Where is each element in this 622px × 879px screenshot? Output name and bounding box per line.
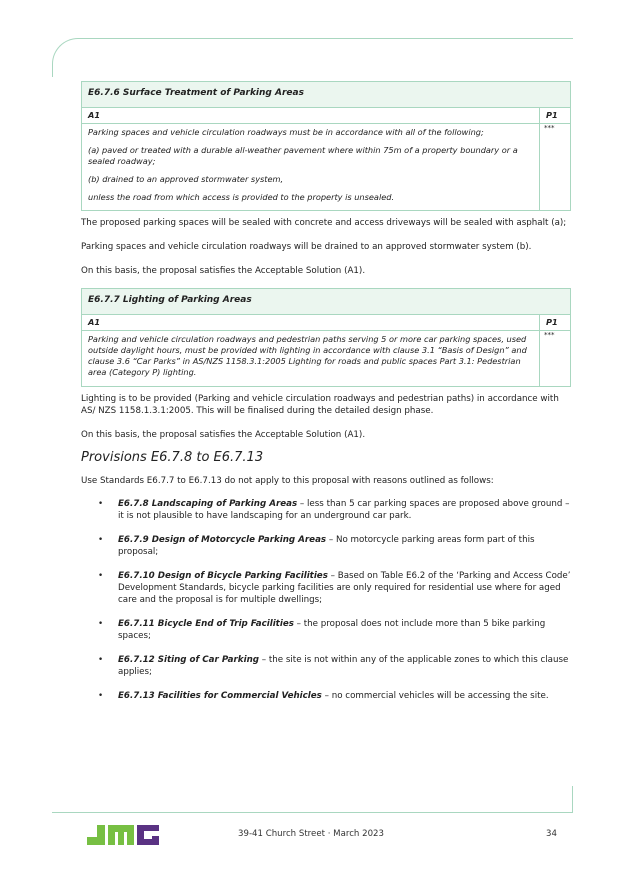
clause-text: Parking spaces and vehicle circulation roadways must be in accordance with all of the following;	[88, 127, 484, 137]
acceptable-solution-text	[82, 124, 540, 211]
item-text: – Based on Table E6.2 of the ‘Parking and Access Code’ Development Standards, bicycle parking facilities are only required for residential use where for aged care and the proposal is for multiple dwellings;	[118, 571, 571, 605]
clause-text: (a) paved or treated with a durable all-weather pavement where within 75m of a property boundary or a sealed roadway;	[88, 145, 518, 166]
section-heading: Provisions E6.7.8 to E6.7.13	[81, 450, 264, 465]
clause-text: Parking and vehicle circulation roadways and pedestrian paths serving 5 or more car parking spaces, used outside daylight hours, must be provided with lighting in accordance with clause 3.1 “Basis of Design” and clause 3.6 “Car Parks” in AS/NZS 1158.3.1:2005 Lighting for roads and public spaces Part 3.1: Pedestrian area (Category P) lighting.	[88, 334, 527, 377]
item-title: E6.7.11 Bicycle End of Trip Facilities	[118, 619, 294, 629]
list-item	[81, 570, 571, 606]
acceptable-solution-label: A1	[82, 108, 540, 124]
item-text: – the site is not within any of the applicable zones to which this clause applies;	[118, 655, 569, 677]
bottom-frame-line	[52, 786, 573, 813]
bullet-icon: •	[98, 535, 104, 545]
bullet-icon: •	[98, 571, 104, 581]
item-title: E6.7.8 Landscaping of Parking Areas	[118, 499, 298, 509]
page-number: 34	[546, 829, 557, 839]
item-text: – less than 5 car parking spaces are proposed above ground – it is not plausible to have landscaping for an underground car park.	[118, 499, 570, 521]
item-text: – the proposal does not include more than 5 bike parking spaces;	[118, 619, 546, 641]
paragraph: The proposed parking spaces will be sealed with concrete and access driveways will be sealed with asphalt (a);	[81, 218, 567, 228]
item-text: – no commercial vehicles will be accessing the site.	[321, 691, 549, 701]
bullet-icon: •	[98, 655, 104, 665]
item-title: E6.7.9 Design of Motorcycle Parking Areas	[118, 535, 327, 545]
paragraph: Parking spaces and vehicle circulation roadways will be drained to an approved stormwater system (b).	[81, 242, 532, 252]
paragraph: On this basis, the proposal satisfies the Acceptable Solution (A1).	[81, 266, 366, 276]
list-item	[81, 534, 571, 558]
top-frame-line	[52, 38, 573, 77]
bullet-icon: •	[98, 691, 104, 701]
list-item	[81, 690, 571, 702]
acceptable-solution-text	[82, 331, 540, 387]
bullet-icon: •	[98, 499, 104, 509]
table-title: E6.7.6 Surface Treatment of Parking Areas	[82, 82, 571, 108]
list-item	[81, 498, 571, 522]
performance-criteria-text: ***	[540, 331, 571, 387]
performance-criteria-label: P1	[540, 108, 571, 124]
acceptable-solution-label: A1	[82, 315, 540, 331]
paragraph: On this basis, the proposal satisfies the Acceptable Solution (A1).	[81, 430, 366, 440]
list-item	[81, 618, 571, 642]
bullet-icon: •	[98, 619, 104, 629]
page-content	[81, 81, 571, 702]
item-title: E6.7.13 Facilities for Commercial Vehicles	[118, 691, 322, 701]
list-item	[81, 654, 571, 678]
table-surface-treatment	[81, 81, 571, 211]
table-lighting	[81, 288, 571, 387]
intro-paragraph: Use Standards E6.7.7 to E6.7.13 do not apply to this proposal with reasons outlined as follows:	[81, 476, 494, 486]
paragraph: Lighting is to be provided (Parking and vehicle circulation roadways and pedestrian paths) in accordance with AS/ NZS 1158.1.3.1:2005. This will be finalised during the detailed design phase.	[81, 394, 559, 416]
footer-text: 39-41 Church Street · March 2023	[238, 829, 384, 839]
performance-criteria-text: ***	[540, 124, 571, 211]
clause-text: (b) drained to an approved stormwater system,	[88, 174, 284, 184]
table-title: E6.7.7 Lighting of Parking Areas	[82, 289, 571, 315]
item-title: E6.7.10 Design of Bicycle Parking Facilities	[118, 571, 328, 581]
clause-text: unless the road from which access is provided to the property is unsealed.	[88, 192, 395, 202]
performance-criteria-label: P1	[540, 315, 571, 331]
provisions-list	[81, 498, 571, 702]
item-text: – No motorcycle parking areas form part of this proposal;	[118, 535, 535, 557]
item-title: E6.7.12 Siting of Car Parking	[118, 655, 259, 665]
